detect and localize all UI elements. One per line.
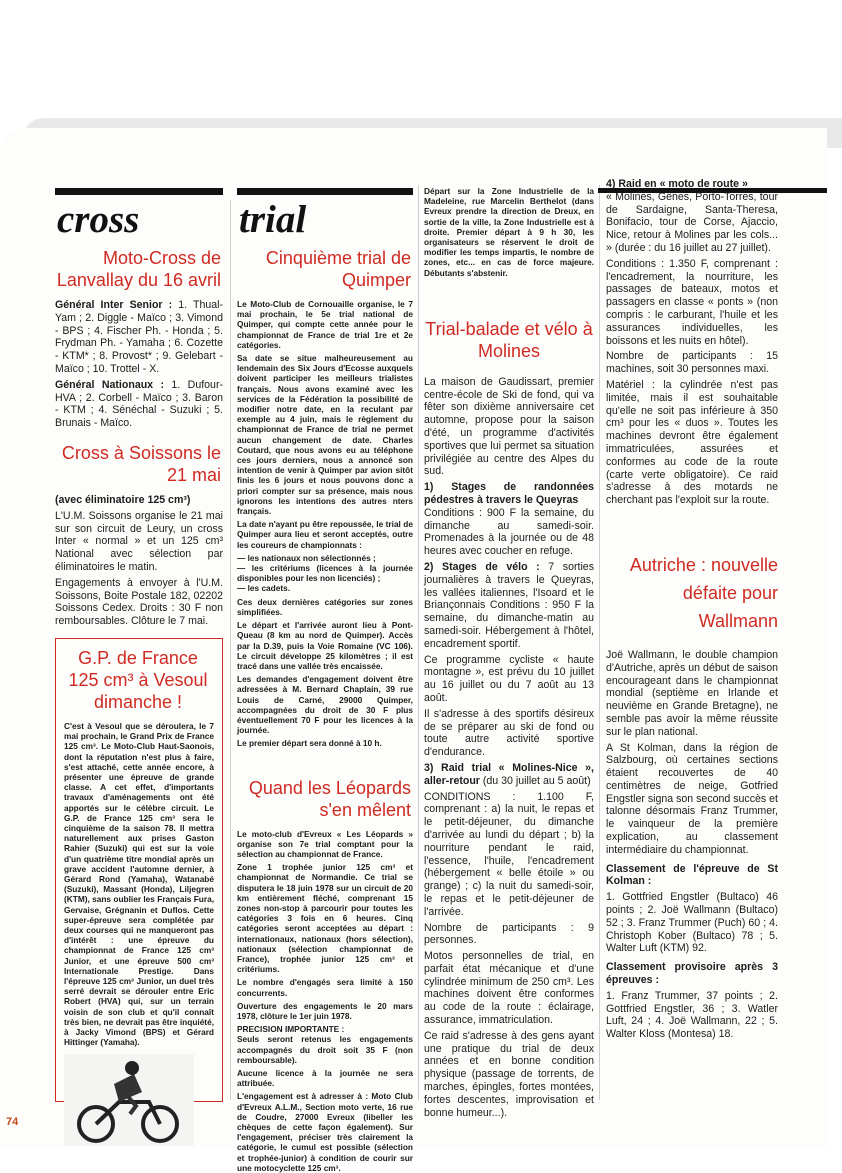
article-paragraph: Engagements à envoyer à l'U.M. Soissons, Boite Postale 182, 02202 Soissons Cedex. Droits : 30 F non remboursables. Clôture le 7 mai. — [55, 576, 223, 628]
article-paragraph: 1. Franz Trummer, 37 points ; 2. Gottfried Engstler, 36 ; 3. Watler Luft, 24 ; 4. Joë Wallmann, 22 ; 5. Walter Kloss (Montesa) 18. — [606, 989, 778, 1041]
article-subhead: 1) Stages de randonnées pédestres à travers le Queyras — [424, 481, 594, 506]
article-paragraph: — les critériums (licences à la journée disponibles pour les non licenciés) ; — [237, 563, 413, 584]
article-paragraph: 3) Raid trial « Molines-Nice », aller-retour (du 30 juillet au 5 août) — [424, 761, 594, 787]
article-paragraph: Le premier départ sera donné à 10 h. — [237, 738, 382, 749]
article-paragraph: Ces deux dernières catégories sur zones simplifiées. — [237, 596, 413, 617]
article-paragraph: Ce raid s'adresse à des gens ayant une pratique du trial de deux années et en bonne condition physique (passage de torrents, de marches, épingles, fortes montées, fortes descentes, improvisation et bonne humeur...). — [424, 1029, 594, 1119]
motocross-photo — [64, 1054, 194, 1146]
article-paragraph: Seuls seront retenus les engagements accompagnés du droit soit 35 F (non remboursable). — [237, 1034, 413, 1065]
article-subhead: Classement de l'épreuve de St Kolman : — [606, 862, 778, 888]
article-paragraph: Aucune licence à la journée ne sera attribuée. — [237, 1068, 413, 1089]
article-headline: Moto-Cross de Lanvallay du 16 avril — [56, 248, 221, 290]
article-paragraph: — les cadets. — [237, 583, 291, 594]
article-paragraph: Le moto-club d'Evreux « Les Léopards » organise son 7e trial comptant pour la sélection au championnat de France. — [237, 828, 413, 859]
article-subhead: (avec éliminatoire 125 cm³) — [55, 493, 191, 506]
article-paragraph: L'engagement est à adresser à : Moto Club d'Evreux A.L.M., Section moto verte, 16 rue de Coudre, 27000 Evreux (libeller les chèques de cette façon également). Sur l'engagement, préciser très clairement la catégorie, le cumul est possible (sélection et trophée-junior) à condition de courir sur une motocyclette 125 cm³. — [237, 1091, 413, 1173]
article-paragraph: C'est à Vesoul que se déroulera, le 7 mai prochain, le Grand Prix de France 125 cm³. Le Moto-Club Haut-Saonois, dont la réputation n'est plus à faire, s'est attaché, cette année encore, à présenter une épreuve de grande classe. A cet effet, d'importants travaux d'aménagements ont été apportés sur le célèbre circuit. Le G.P. de France 125 cm³ sera le cinquième de la saison 78. Il mettra naturellement aux prises Gaston Rahier (Suzuki) qui est sur la voie d'un quatrième titre mondial après un grave accident l'automne dernier, à Gérard Rond (Yamaha), Watanabé (Suzuki), Massant (Honda), Liljegren (KTM), sans oublier les Français Fura, Gervaise, Grégnanin et Duflos. Cette super-épreuve sera complétée par deux courses qui ne manqueront pas d'intérêt : une épreuve du championnat de France 125 cm³ Junior, et une épreuve 500 cm³ Internationale Prestige. Dans l'épreuve 125 cm³ Junior, un duel très serré devrait se dérouler entre Eric Robert (HVA) qui, sur un terrain voisin de son club et qu'il connaît très bien, ne devrait pas être inquiété, à Jacky Vimond (BPS) et Gérard Hittinger (Yamaha). — [64, 720, 214, 1048]
article-headline: Autriche : nouvelle défaite pour Wallmann — [629, 554, 778, 631]
article-headline: Cinquième trial de Quimper — [265, 248, 411, 290]
article-paragraph: 1. Gottfried Engstler (Bultaco) 46 points ; 2. Joë Wallmann (Bultaco) 52 ; 3. Franz Trummer (Puch) 60 ; 4. Christoph Kober (Bultaco) 78 ; 5. Walter Luft (KTM) 92. — [606, 891, 778, 955]
article-paragraph: Il s'adresse à des sportifs désireux de se préparer au ski de fond ou toute autre activité sportive d'endurance. — [424, 707, 594, 759]
molines-column — [424, 186, 594, 1119]
article-subhead: 4) Raid en « moto de route » — [606, 178, 748, 190]
article-paragraph: Le départ et l'arrivée auront lieu à Pont-Queau (8 km au nord de Quimper). Accès par la D.39, puis la Voie Romaine (VC 106). Le circuit développe 25 kilomètres ; il est tracé dans une vallée très encaissée. — [237, 620, 413, 671]
article-paragraph: PRECISION IMPORTANTE : — [237, 1024, 345, 1035]
article-paragraph: Conditions : 900 F la semaine, du dimanche au samedi-soir. Promenades à la journée ou de 48 heures avec coucher en refuge. — [424, 506, 594, 558]
article-paragraph: La maison de Gaudissart, premier centre-école de Ski de fond, qui va fêter son dixième anniversaire cet automne, propose pour la saison d'été, un programme d'activités sportives que lui permet sa situation privilégiée au centre des Alpes du sud. — [424, 375, 594, 478]
column-divider — [230, 200, 231, 1100]
column-divider — [599, 185, 600, 1100]
column-divider — [418, 185, 419, 1100]
section-bar — [237, 188, 413, 195]
article-paragraph: Nombre de participants : 15 machines, soit 30 personnes maxi. — [606, 350, 778, 376]
article-paragraph: Joë Wallmann, le double champion d'Autriche, après un début de saison encourageant dans le championnat mondial (septième en Irlande et neuvième en Grande Bretagne), ne semble pas avoir la même réussite sur le plan national. — [606, 648, 778, 738]
article-headline: Quand les Léopards s'en mêlent — [248, 777, 411, 820]
article-headline: Cross à Soissons le 21 mai — [61, 442, 221, 485]
article-paragraph: 2) Stages de vélo : 7 sorties journalières à travers le Queyras, les vallées italiennes, l'Isoard et le Briançonnais Conditions : 950 F la semaine, du dimanche-matin au samedi-soir. Hébergement à l'hôtel, encadrement sportif. — [424, 560, 594, 650]
article-paragraph: Le nombre d'engagés sera limité à 150 concurrents. — [237, 977, 413, 998]
article-paragraph: La date n'ayant pu être repoussée, le trial de Quimper aura lieu et seront acceptés, outre les coureurs de championnats : — [237, 519, 413, 550]
article-paragraph: Nombre de participants : 9 personnes. — [424, 921, 594, 947]
article-subhead: Classement provisoire après 3 épreuves : — [606, 961, 778, 987]
article-paragraph: « Molines, Gênes, Porto-Torres, tour de Sardaigne, Santa-Theresa, Bonifacio, tour de Corse, Ajaccio, Nice, retour à Molines par les cols... » (durée : du 16 juillet au 27 juillet). — [606, 190, 778, 254]
article-paragraph: Départ sur la Zone Industrielle de la Madeleine, rue Marcelin Berthelot (dans Evreux prendre la direction de Dreux, en sortie de la ville, la Zone Industrielle est à droite. Premier départ à 9 h 30, les organisateurs se réservent le droit de modifier les temps impartis, le nombre de zones, etc... en cas de force majeure. Débutants s'abstenir. — [424, 186, 594, 278]
results-senior: Général Inter Senior : 1. Thual-Yam ; 2. Diggle - Maïco ; 3. Vimond - BPS ; 4. Fischer Ph. - Honda ; 5. Frydman Ph. - Yamaha ; 6. Cozette - KTM* ; 8. Provost* ; 9. Gelebart - Maïco ; 10. Trottel - X. — [55, 299, 223, 375]
article-paragraph: Ce programme cycliste « haute montagne », est prévu du 10 juillet au 16 juillet ou du 7 août au 13 août. — [424, 653, 594, 704]
article-paragraph: Motos personnelles de trial, en parfait état mécanique et d'une cylindrée minimum de 250 cm³. Les machines doivent être conformes au code de la route : éclairage, assurance, immatriculation. — [424, 950, 594, 1027]
article-paragraph: Zone 1 trophée junior 125 cm³ et championnat de Normandie. Ce trial se disputera le 18 juin 1978 sur un circuit de 20 km entièrement fléché, comprenant 15 zones non-stop à parcourir pour toutes les catégories 3 fois en 6 heures. Cinq catégories seront acceptées au départ : internationaux, nationaux (hors sélection), nationaux (sélection championnat de France), trophée junior 125 cm³ et critériums. — [237, 862, 413, 975]
vesoul-box — [55, 638, 223, 1102]
article-paragraph: Ouverture des engagements le 20 mars 1978, clôture le 1er juin 1978. — [237, 1000, 413, 1021]
article-paragraph: Conditions : 1.350 F, comprenant : l'encadrement, la nourriture, les passages de bateaux, motos et passagers en classe « ponts » (non compris : le carburant, l'huile et les assurances individuelles, les boissons et les nuits en hôtel). — [606, 257, 778, 347]
article-paragraph: Matériel : la cylindrée n'est pas limitée, mais il est souhaitable qu'elle ne soit pas inférieure à 350 cm³ pour les « duos ». Toutes les machines devront être également immatriculées, assurées et conformes au code de la route (carte verte obligatoire). Ce raid s'adresse à des motards ne cherchant pas l'exploit sur la route. — [606, 378, 778, 507]
article-headline: Trial-balade et vélo à Molines — [425, 318, 593, 361]
raid-column — [606, 178, 778, 1108]
article-paragraph: A St Kolman, dans la région de Salzbourg, où certaines sections étaient recouvertes de 40 centimètres de neige, Gotfried Engstler signa son second succès et talonne désormais Franz Trummer, le vainqueur de la première explication, au classement intermédiaire du championnat. — [606, 741, 778, 856]
article-paragraph: Le Moto-Club de Cornouaille organise, le 7 mai prochain, le 5e trial national de Quimper, qui compte cette année pour le championnat de France de trial 1re et 2e catégories. — [237, 299, 413, 350]
cross-column — [55, 188, 223, 1108]
section-title-trial: trial — [239, 198, 307, 241]
results-nationaux: Général Nationaux : 1. Dufour-HVA ; 2. Corbell - Maïco ; 3. Baron - KTM ; 4. Sénéchal - Suzuki ; 5. Brunais - Maïco. — [55, 378, 223, 430]
article-paragraph: CONDITIONS : 1.100 F, comprenant : a) la nuit, le repas et le petit-déjeuner, du dimanche d'arrivée au lundi du départ ; b) la nourriture pendant le raid, l'essence, l'huile, l'encadrement (hébergement « belle étoile » ou grange) ; c) la nuit du samedi-soir, le repas et le petit-déjeuner de l'arrivée. — [424, 790, 594, 918]
article-headline: G.P. de France 125 cm³ à Vesoul dimanche ! — [68, 647, 208, 712]
article-paragraph: L'U.M. Soissons organise le 21 mai sur son circuit de Leury, un cross Inter « normal » et un 125 cm³ National avec sélection par éliminatoires le matin. — [55, 509, 223, 573]
article-paragraph: Sa date se situe malheureusement au lendemain des Six Jours d'Ecosse auxquels doivent participer les meilleurs trialistes français. Nous avons examiné avec les services de la Fédération la possibilité de modifier notre date, en la reculant par exemple au 4 juin, mais le règlement du championnat de France de trial ne permet aucun changement de date. Charles Coutard, que nous avons eu au téléphone ces jours derniers, nous a annoncé son intention de venir à Quimper par avion sitôt finis les 6 jours et nous pouvons donc a priori compter sur sa présence, mais nous ignorons les intentions des autres nters français. — [237, 353, 413, 517]
trial-column — [237, 188, 413, 1173]
page-number: 74 — [6, 1116, 19, 1128]
section-bar — [55, 188, 223, 195]
section-title-cross: cross — [57, 198, 140, 241]
article-paragraph: Les demandes d'engagement doivent être adressées à M. Bernard Chaplain, 39 rue Louis de Carné, 29000 Quimper, accompagnées du droit de 30 F plus éventuellement 70 F pour les licences à la journée. — [237, 674, 413, 736]
article-paragraph: — les nationaux non sélectionnés ; — [237, 552, 376, 563]
